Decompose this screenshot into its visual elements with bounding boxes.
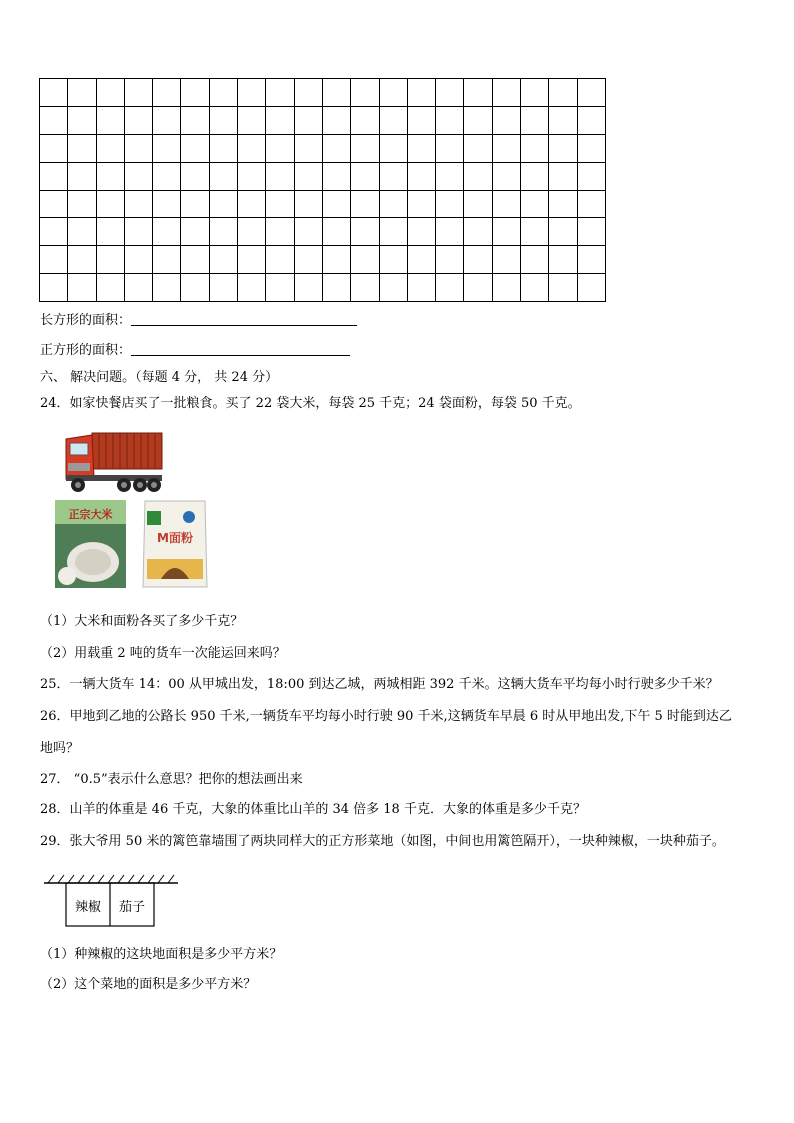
grid-cell [210,274,238,302]
grid-cell [210,135,238,163]
grid-cell [295,163,323,191]
square-area-blank[interactable] [131,343,350,356]
grid-cell [295,79,323,107]
grid-cell [436,218,464,246]
grid-cell [181,218,209,246]
grid-cell [266,191,294,219]
grid-cell [97,246,125,274]
grid-cell [210,163,238,191]
grid-cell [351,246,379,274]
grid-cell [323,274,351,302]
grid-cell [266,274,294,302]
grid-cell [408,246,436,274]
grid-cell [408,218,436,246]
grid-cell [68,191,96,219]
grid-cell [408,191,436,219]
grid-cell [97,218,125,246]
grid-cell [323,246,351,274]
grid-cell [153,246,181,274]
grid-cell [238,274,266,302]
grid-cell [181,135,209,163]
grid-cell [266,79,294,107]
grid-cell [68,246,96,274]
grid-cell [181,163,209,191]
grid-cell [380,135,408,163]
grid-cell [181,79,209,107]
grid-cell [181,191,209,219]
grid-cell [493,163,521,191]
grid-cell [351,107,379,135]
grid-cell [464,79,492,107]
q24-sub1: （1）大米和面粉各买了多少千克？ [40,614,244,629]
grid-cell [238,79,266,107]
grid-cell [210,218,238,246]
grid-cell [436,191,464,219]
flour-bag-label: M面粉 [157,531,193,545]
grid-cell [295,107,323,135]
grid-cell [549,246,577,274]
grid-cell [436,135,464,163]
grid-cell [125,135,153,163]
grid-cell [351,163,379,191]
grid-cell [464,163,492,191]
grid-cell [549,218,577,246]
grid-cell [464,191,492,219]
grid-cell [181,107,209,135]
grid-cell [97,135,125,163]
grid-cell [68,79,96,107]
q24-sub2: （2）用载重 2 吨的货车一次能运回来吗？ [40,646,286,661]
grid-cell [97,107,125,135]
grid-cell [97,274,125,302]
grid-cell [408,274,436,302]
grid-cell [266,135,294,163]
grid-cell [238,163,266,191]
grid-cell [351,79,379,107]
grid-cell [125,107,153,135]
grid-cell [521,218,549,246]
grid-cell [549,107,577,135]
grid-cell [125,246,153,274]
grid-cell [153,191,181,219]
grid-cell [210,191,238,219]
q29-sub1: （1）种辣椒的这块地面积是多少平方米？ [40,947,283,962]
grid-cell [493,246,521,274]
section-title: 六、 解决问题。（每题 4 分， 共 24 分） [40,370,279,385]
grid-cell [323,107,351,135]
grid-cell [578,246,606,274]
grid-cell [97,163,125,191]
rice-bag-image [55,500,126,588]
grid-cell [323,218,351,246]
grid-cell [578,191,606,219]
q27-text: 27． “0.5”表示什么意思？把你的想法画出来 [40,772,303,787]
rectangle-area-blank[interactable] [131,313,357,326]
grid-cell [521,107,549,135]
grid-cell [436,246,464,274]
grid-cell [125,163,153,191]
grid-cell [408,135,436,163]
grid-cell [380,218,408,246]
grid-cell [295,246,323,274]
grid-cell [351,274,379,302]
grid-cell [295,135,323,163]
grid-cell [493,135,521,163]
grid-cell [238,218,266,246]
grid-cell [238,191,266,219]
grid-cell [181,246,209,274]
grid-cell [436,163,464,191]
grid-cell [578,218,606,246]
grid-cell [97,79,125,107]
grid-cell [323,191,351,219]
grid-cell [578,79,606,107]
grid-cell [464,246,492,274]
grid-cell [295,274,323,302]
grid-cell [493,218,521,246]
grid-cell [153,79,181,107]
grid-cell [68,218,96,246]
grid-cell [68,135,96,163]
grid-cell [68,107,96,135]
grid-cell [153,163,181,191]
q29-stem: 29．张大爷用 50 米的篱笆靠墙围了两块同样大的正方形菜地（如图，中间也用篱笆隔开），一块种辣椒，一块种茄子。 [40,834,725,849]
grid-cell [521,191,549,219]
grid-cell [210,79,238,107]
truck-image [62,425,164,495]
grid-cell [380,79,408,107]
grid-cell [549,79,577,107]
grid-cell [464,274,492,302]
grid-cell [351,218,379,246]
q25-text: 25．一辆大货车 14：00 从甲城出发，18:00 到达乙城，两城相距 392 千米。这辆大货车平均每小时行驶多少千米？ [40,677,719,692]
grid-cell [266,163,294,191]
grid-cell [578,135,606,163]
grid-cell [464,107,492,135]
grid-cell [549,135,577,163]
grid-cell [40,246,68,274]
q24-stem: 24．如家快餐店买了一批粮食。买了 22 袋大米，每袋 25 千克；24 袋面粉，每袋 50 千克。 [40,396,581,411]
plot-eggplant-label: 茄子 [118,900,145,915]
grid-cell [40,135,68,163]
grid-cell [40,163,68,191]
q29-sub2: （2）这个菜地的面积是多少平方米？ [40,977,257,992]
grid-cell [68,163,96,191]
square-area-label: 正方形的面积： [40,343,132,358]
grid-cell [380,107,408,135]
grid-cell [40,191,68,219]
grid-cell [295,218,323,246]
grid-cell [210,246,238,274]
grid-cell [436,79,464,107]
grid-cell [436,274,464,302]
q26-line2: 地吗？ [40,741,80,756]
grid-cell [408,79,436,107]
grid-cell [380,246,408,274]
grid-cell [153,218,181,246]
grid-cell [493,191,521,219]
grid-cell [521,79,549,107]
grid-cell [493,107,521,135]
grid-cell [380,274,408,302]
grid-cell [125,191,153,219]
grid-cell [266,107,294,135]
grid-cell [125,218,153,246]
grid-cell [125,274,153,302]
rice-bag-label: 正宗大米 [68,508,113,521]
grid-cell [68,274,96,302]
grid-cell [323,135,351,163]
grid-cell [40,218,68,246]
grid-cell [380,163,408,191]
grid-cell [521,163,549,191]
grid-cell [238,107,266,135]
rectangle-area-line [40,313,357,329]
grid-cell [266,246,294,274]
grid-cell [97,191,125,219]
grid-cell [153,135,181,163]
grid-cell [578,107,606,135]
grid-cell [549,274,577,302]
grid-cell [295,191,323,219]
answer-grid [39,78,606,302]
grid-cell [40,274,68,302]
grid-cell [153,107,181,135]
grid-cell [464,135,492,163]
grid-cell [351,135,379,163]
grid-cell [266,218,294,246]
grid-cell [40,107,68,135]
grid-cell [521,246,549,274]
grid-cell [408,107,436,135]
grid-cell [323,163,351,191]
grid-cell [521,135,549,163]
square-area-line [40,343,350,359]
grid-cell [210,107,238,135]
grid-cell [380,191,408,219]
grid-cell [125,79,153,107]
grid-cell [238,246,266,274]
grid-cell [181,274,209,302]
grid-cell [323,79,351,107]
plot-pepper-label: 辣椒 [74,900,101,915]
grid-cell [351,191,379,219]
grid-cell [408,163,436,191]
grid-cell [153,274,181,302]
grid-cell [578,274,606,302]
grid-cell [464,218,492,246]
grid-cell [40,79,68,107]
garden-diagram [44,873,178,928]
grid-cell [521,274,549,302]
q28-text: 28．山羊的体重是 46 千克，大象的体重比山羊的 34 倍多 18 千克．大象的体重是多少千克？ [40,802,586,817]
rectangle-area-label: 长方形的面积： [40,313,132,328]
grid-cell [549,163,577,191]
grid-cell [493,79,521,107]
grid-cell [578,163,606,191]
grid-cell [549,191,577,219]
flour-bag-image [141,499,209,589]
q26-line1: 26．甲地到乙地的公路长 950 千米,一辆货车平均每小时行驶 90 千米,这辆货车早晨 6 时从甲地出发,下午 5 时能到达乙 [40,709,732,724]
grid-cell [493,274,521,302]
grid-cell [238,135,266,163]
grid-cell [436,107,464,135]
